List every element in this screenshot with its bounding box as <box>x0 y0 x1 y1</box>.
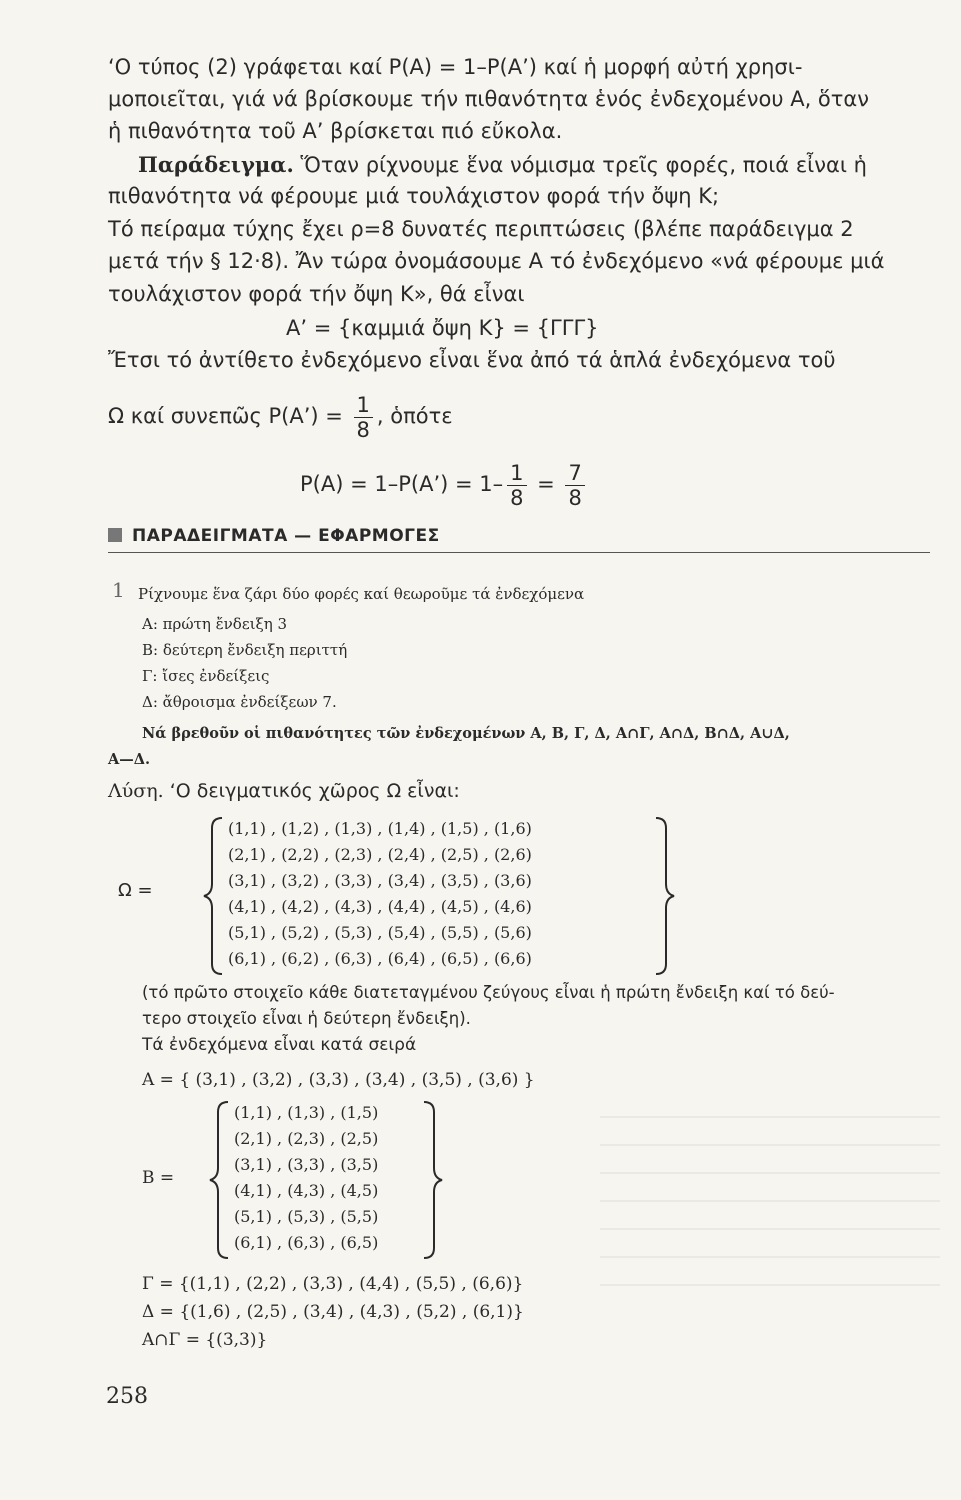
section-heading-text: ΠΑΡΑΔΕΙΓΜΑΤΑ — ΕΦΑΡΜΟΓΕΣ <box>132 526 440 546</box>
exercise-event-g: Γ: ἴσες ἐνδείξεις <box>142 667 270 685</box>
exercise-task-2: Α—Δ. <box>108 751 151 768</box>
fraction-denominator: 8 <box>356 417 370 442</box>
omega-row: (6,1) , (6,2) , (6,3) , (6,4) , (6,5) , (6,6) <box>228 949 532 968</box>
eq2-suffix: , ὁπότε <box>376 404 453 428</box>
exercise-event-b: Β: δεύτερη ἔνδειξη περιττή <box>142 641 348 659</box>
note-line-2: τερο στοιχεῖο εἶναι ἡ δεύτερη ἔνδειξη). <box>142 1009 471 1028</box>
eq3-equals: = <box>530 472 562 496</box>
b-row: (3,1) , (3,3) , (3,5) <box>234 1155 379 1174</box>
omega-rows <box>228 816 532 972</box>
example-line-4: μετά τήν § 12·8). Ἄν τώρα ὀνομάσουμε Α τό ἐνδεχόμενο «νά φέρουμε μιά <box>108 249 885 273</box>
fraction-numerator: 7 <box>565 461 584 486</box>
exercise-number: 1 <box>112 578 125 602</box>
b-label: B = <box>142 1168 175 1188</box>
example-line-3: Τό πείραμα τύχης ἔχει ρ=8 δυνατές περιπτώσεις (βλέπε παράδειγμα 2 <box>108 217 854 241</box>
omega-row: (5,1) , (5,2) , (5,3) , (5,4) , (5,5) , (5,6) <box>228 923 532 942</box>
fraction-one-eighth-b <box>507 461 526 510</box>
fraction-seven-eighths <box>565 461 584 510</box>
note-line-1: (τό πρῶτο στοιχεῖο κάθε διατεταγμένου ζεύγους εἶναι ἡ πρώτη ἔνδειξη καί τό δεύ- <box>142 983 835 1002</box>
fraction-denominator: 8 <box>568 485 582 510</box>
eq3-prefix: P(A) = 1–P(A’) = 1– <box>300 472 504 496</box>
b-row: (4,1) , (4,3) , (4,5) <box>234 1181 379 1200</box>
square-bullet-icon <box>108 528 122 542</box>
example-text-1: Ὅταν ρίχνουμε ἕνα νόμισμα τρεῖς φορές, ποιά εἶναι ἡ <box>293 153 867 177</box>
exercise-task-1: Νά βρεθοῦν οἱ πιθανότητες τῶν ἐνδεχομένων Α, Β, Γ, Δ, Α∩Γ, Α∩Δ, Β∩Δ, Α∪Δ, <box>142 725 790 742</box>
omega-label: Ω = <box>118 880 153 901</box>
set-a-intersect-g: Α∩Γ = {(3,3)} <box>142 1330 268 1350</box>
solution-line <box>108 776 928 806</box>
example-line-2: πιθανότητα νά φέρουμε μιά τουλάχιστον φορά τήν ὄψη Κ; <box>108 184 720 208</box>
set-a: A = { (3,1) , (3,2) , (3,3) , (3,4) , (3,5) , (3,6) } <box>142 1070 535 1090</box>
solution-text: ‘Ο δειγματικός χῶρος Ω εἶναι: <box>163 780 460 802</box>
omega-row: (3,1) , (3,2) , (3,3) , (3,4) , (3,5) , (3,6) <box>228 871 532 890</box>
example-label: Παράδειγμα. <box>138 152 294 177</box>
page-number: 258 <box>106 1384 148 1409</box>
set-d: Δ = {(1,6) , (2,5) , (3,4) , (4,3) , (5,2) , (6,1)} <box>142 1302 524 1322</box>
b-right-brace <box>418 1100 446 1260</box>
exercise-intro: Ρίχνουμε ἕνα ζάρι δύο φορές καί θεωροῦμε τά ἐνδεχόμενα <box>138 585 585 603</box>
events-intro: Τά ἐνδεχόμενα εἶναι κατά σειρά <box>142 1035 417 1055</box>
bleed-through-decoration <box>600 1090 940 1290</box>
intro-line-1: ‘Ο τύπος (2) γράφεται καί P(A) = 1–P(A’) καί ἡ μορφή αὐτή χρησι- <box>108 55 803 79</box>
omega-row: (4,1) , (4,2) , (4,3) , (4,4) , (4,5) , (4,6) <box>228 897 532 916</box>
intro-line-3: ἡ πιθανότητα τοῦ Α’ βρίσκεται πιό εὔκολα. <box>108 119 563 143</box>
example-line-6: Ἔτσι τό ἀντίθετο ἐνδεχόμενο εἶναι ἕνα ἀπό τά ἁπλά ἐνδεχόμενα τοῦ <box>108 348 836 372</box>
solution-label: Λύση. <box>108 780 164 802</box>
b-rows <box>234 1100 378 1256</box>
equation-complement: A’ = {καμμιά ὄψη K} = {ΓΓΓ} <box>286 316 599 340</box>
b-row: (1,1) , (1,3) , (1,5) <box>234 1103 379 1122</box>
exercise-event-a: Α: πρώτη ἔνδειξη 3 <box>142 615 288 633</box>
intro-line-2: μοποιεῖται, γιά νά βρίσκουμε τήν πιθανότητα ἑνός ἐνδεχομένου Α, ὅταν <box>108 87 869 111</box>
exercise-event-d: Δ: ἄθροισμα ἐνδείξεων 7. <box>142 693 337 711</box>
fraction-one-eighth <box>354 393 373 442</box>
fraction-denominator: 8 <box>510 485 524 510</box>
section-heading <box>108 526 930 553</box>
omega-right-brace <box>650 816 678 976</box>
fraction-numerator: 1 <box>507 461 526 486</box>
fraction-numerator: 1 <box>354 393 373 418</box>
example-line-1 <box>108 150 928 180</box>
b-row: (6,1) , (6,3) , (6,5) <box>234 1233 379 1252</box>
equation-probability-a <box>300 456 800 512</box>
equation-probability-complement <box>108 388 928 444</box>
set-g: Γ = {(1,1) , (2,2) , (3,3) , (4,4) , (5,5) , (6,6)} <box>142 1274 524 1294</box>
eq2-prefix: Ω καί συνεπῶς P(A’) = <box>108 404 350 428</box>
omega-row: (1,1) , (1,2) , (1,3) , (1,4) , (1,5) , (1,6) <box>228 819 532 838</box>
b-left-brace <box>206 1100 234 1260</box>
omega-left-brace <box>200 816 228 976</box>
example-line-5: τουλάχιστον φορά τήν ὄψη Κ», θά εἶναι <box>108 282 525 306</box>
b-row: (5,1) , (5,3) , (5,5) <box>234 1207 379 1226</box>
b-row: (2,1) , (2,3) , (2,5) <box>234 1129 379 1148</box>
omega-row: (2,1) , (2,2) , (2,3) , (2,4) , (2,5) , (2,6) <box>228 845 532 864</box>
